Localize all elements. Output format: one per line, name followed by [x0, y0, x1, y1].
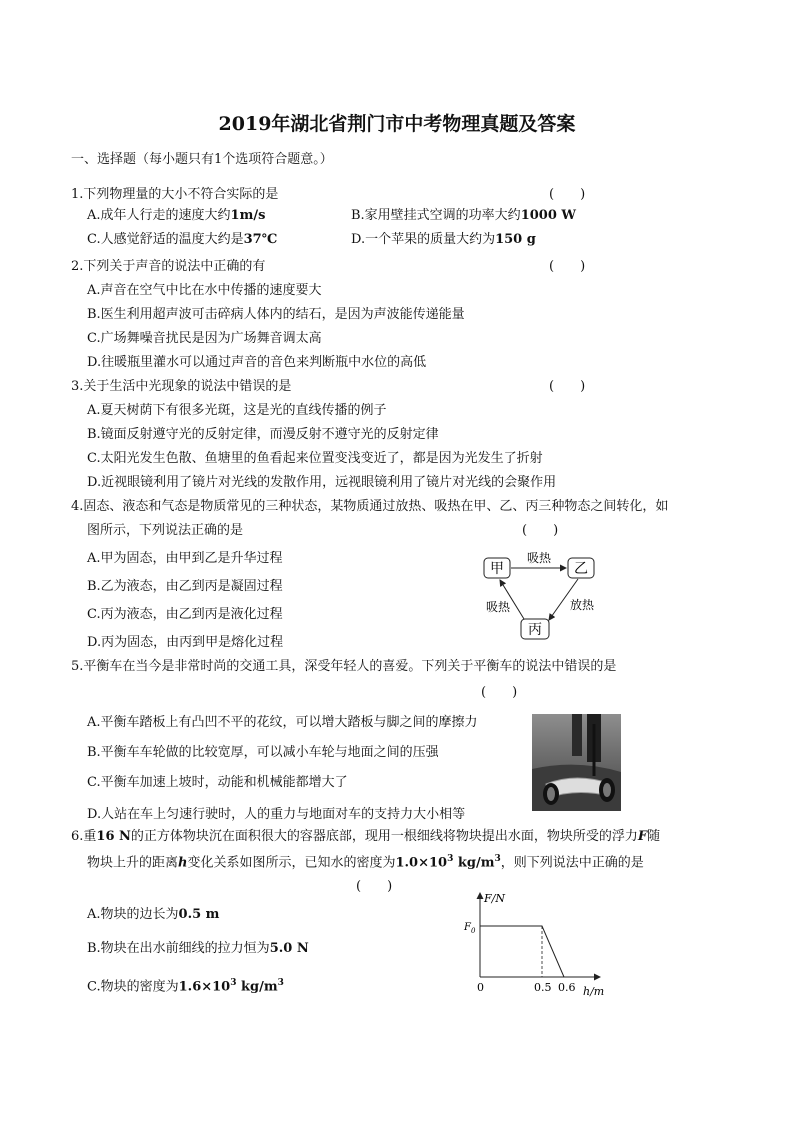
section-heading: 一、选择题（每小题只有1个选项符合题意。） [71, 152, 333, 167]
q3-stem: 3.关于生活中光现象的说法中错误的是 [71, 379, 292, 394]
y-axis-label: F/N [484, 892, 505, 905]
q2-option-d: D.往暖瓶里灌水可以通过声音的音色来判断瓶中水位的高低 [87, 355, 427, 370]
q4-option-b: B.乙为液态，由乙到丙是凝固过程 [87, 579, 283, 594]
q6-answer-paren: ( ) [356, 879, 393, 894]
q4-stem-line1: 4.固态、液态和气态是物质常见的三种状态，某物质通过放热、吸热在甲、乙、丙三种物态之间转化，如 [71, 499, 669, 514]
f0-label: $F_0$ [464, 922, 476, 935]
q1-answer-paren: ( ) [549, 187, 586, 202]
q3-option-a: A.夏天树荫下有很多光斑，这是光的直线传播的例子 [87, 403, 387, 418]
q4-option-d: D.丙为固态，由丙到甲是熔化过程 [87, 635, 284, 650]
q1-stem: 1.下列物理量的大小不符合实际的是 [71, 187, 279, 202]
q2-answer-paren: ( ) [549, 259, 586, 274]
q6-stem-line2: 物块上升的距离h变化关系如图所示，已知水的密度为$1.0\times 10^3$ $kg/m^3$，则下列说法中正确的是 [87, 854, 644, 871]
q1-option-c: C.人感觉舒适的温度大约是37℃ [87, 232, 278, 247]
label-top-heat: 吸热 [526, 551, 552, 565]
q3-option-c: C.太阳光发生色散、鱼塘里的鱼看起来位置变浅变近了，都是因为光发生了折射 [87, 451, 543, 466]
q2-option-b: B.医生利用超声波可击碎病人体内的结石，是因为声波能传递能量 [87, 307, 465, 322]
q2-stem: 2.下列关于声音的说法中正确的有 [71, 259, 266, 274]
q5-answer-paren: ( ) [481, 685, 518, 700]
q6-stem-line1: 6.重16 N的正方体物块沉在面积很大的容器底部，现用一根细线将物块提出水面，物块所受的浮力F随 [71, 829, 661, 844]
q1-option-b: B.家用壁挂式空调的功率大约1000 W [351, 208, 576, 223]
q5-stem: 5.平衡车在当今是非常时尚的交通工具，深受年轻人的喜爱。下列关于平衡车的说法中错误的是 [71, 659, 617, 674]
state-change-diagram [478, 548, 602, 642]
q4-option-c: C.丙为液态，由乙到丙是液化过程 [87, 607, 283, 622]
q3-answer-paren: ( ) [549, 379, 586, 394]
state-label-jia: 甲 [490, 561, 504, 577]
label-left-heat: 吸热 [485, 600, 511, 614]
q5-option-d: D.人站在车上匀速行驶时，人的重力与地面对车的支持力大小相等 [87, 807, 466, 822]
tick-label-0-5: 0.5 [534, 981, 552, 994]
q2-option-c: C.广场舞噪音扰民是因为广场舞音调太高 [87, 331, 322, 346]
buoyancy-graph [460, 888, 620, 1000]
q5-option-a: A.平衡车踏板上有凸凹不平的花纹，可以增大踏板与脚之间的摩擦力 [87, 715, 478, 730]
page-title: 2019年湖北省荆门市中考物理真题及答案 [218, 113, 576, 135]
q6-option-c: C.物块的密度为$1.6\times 10^3$ $kg/m^3$ [87, 978, 284, 995]
x-axis-label: h/m [583, 985, 605, 998]
origin-label: 0 [477, 981, 484, 994]
q6-option-b: B.物块在出水前细线的拉力恒为5.0 N [87, 941, 309, 956]
tick-label-0-6: 0.6 [558, 981, 576, 994]
label-right-heat: 放热 [569, 598, 595, 612]
q6-option-a: A.物块的边长为0.5 m [87, 907, 220, 922]
q4-answer-paren: ( ) [522, 523, 559, 538]
q4-stem-line2: 图所示，下列说法正确的是 [87, 523, 244, 538]
q5-option-c: C.平衡车加速上坡时，动能和机械能都增大了 [87, 775, 348, 790]
q3-option-d: D.近视眼镜利用了镜片对光线的发散作用，远视眼镜利用了镜片对光线的会聚作用 [87, 475, 557, 490]
q3-option-b: B.镜面反射遵守光的反射定律，而漫反射不遵守光的反射定律 [87, 427, 439, 442]
q4-option-a: A.甲为固态，由甲到乙是升华过程 [87, 551, 283, 566]
q1-option-a: A.成年人行走的速度大约1m/s [87, 208, 266, 223]
q5-option-b: B.平衡车车轮做的比较宽厚，可以减小车轮与地面之间的压强 [87, 745, 439, 760]
buoyancy-curve [480, 926, 564, 977]
state-label-yi: 乙 [574, 561, 588, 577]
q2-option-a: A.声音在空气中比在水中传播的速度要大 [87, 283, 322, 298]
balance-scooter-photo [532, 714, 621, 811]
state-label-bing: 丙 [528, 622, 542, 638]
q1-option-d: D.一个苹果的质量大约为150 g [351, 232, 536, 247]
